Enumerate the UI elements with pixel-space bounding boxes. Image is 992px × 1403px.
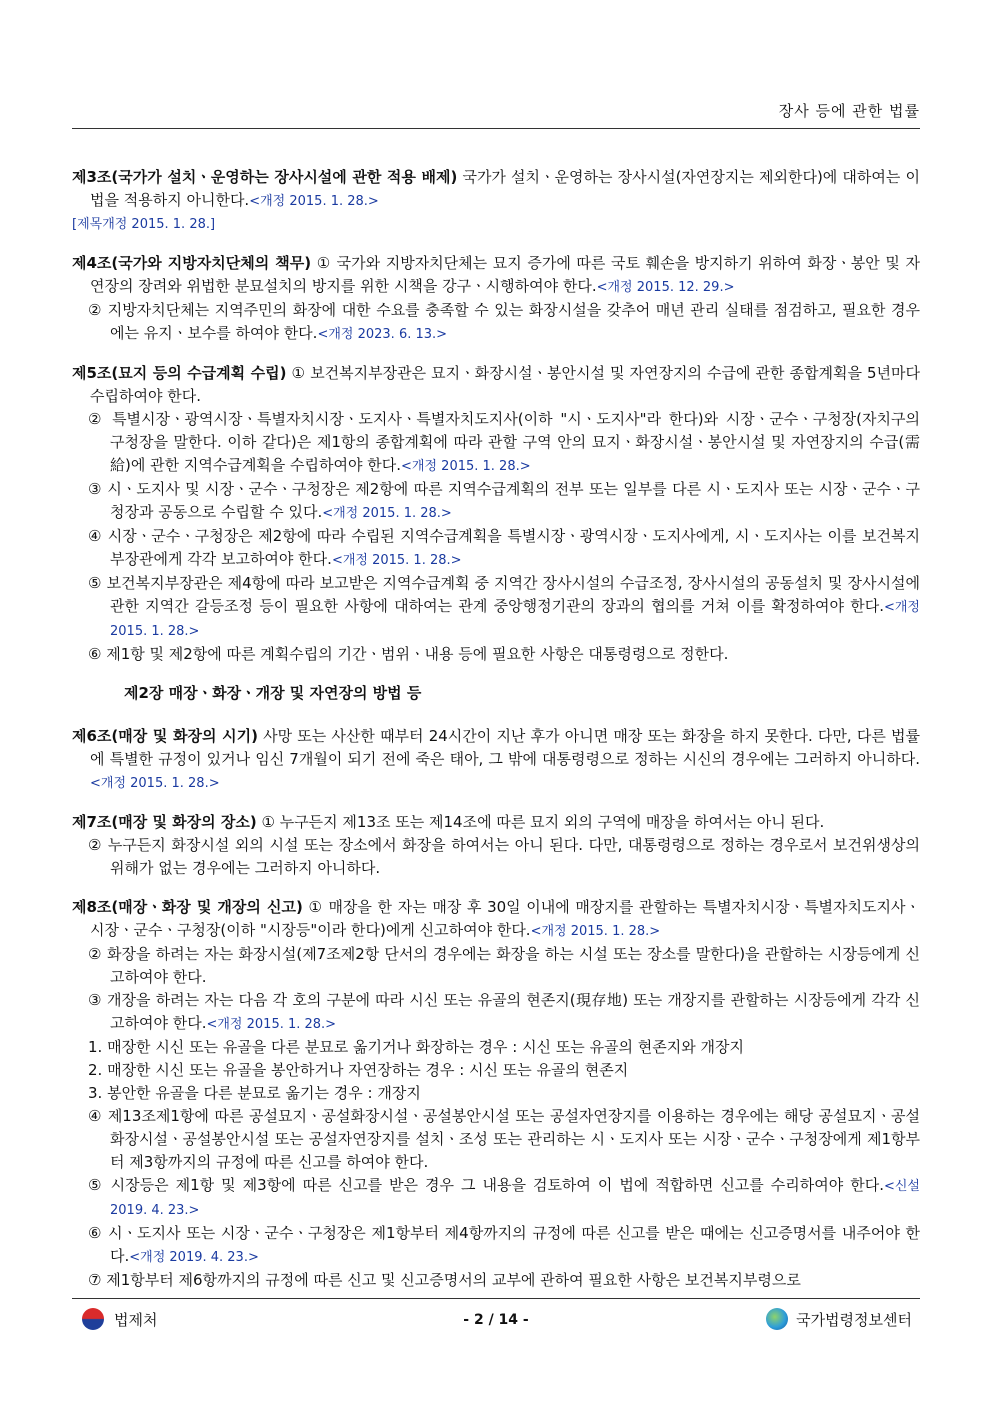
- paragraph-4: ④ 제13조제1항에 따른 공설묘지ㆍ공설화장시설ㆍ공설봉안시설 또는 공설자연장지를 이용하는 경우에는 해당 공설묘지ㆍ공설화장시설ㆍ공설봉안시설 또는 공설자연장지를 설치ㆍ조성 또는 관리하는 시ㆍ도지사 또는 시장ㆍ군수ㆍ구청장에게 제1항부터 제3항까지의 규정에 따른 신고를 하여야 한다.: [88, 1107, 920, 1171]
- article-4: [72, 252, 920, 346]
- law-center-logo-icon: [766, 1308, 788, 1330]
- article-title: 제4조(국가와 지방자치단체의 책무): [72, 254, 312, 272]
- paragraph-2: ② 화장을 하려는 자는 화장시설(제7조제2항 단서의 경우에는 화장을 하는 시설 또는 장소를 말한다)을 관할하는 시장등에게 신고하여야 한다.: [88, 945, 920, 986]
- revision-note: <개정 2015. 1. 28.>: [530, 924, 661, 939]
- document-body: [72, 166, 920, 1308]
- paragraph-5: ⑤ 보건복지부장관은 제4항에 따라 보고받은 지역수급계획 중 지역간 장사시설의 수급조정, 장사시설의 공동설치 및 장사시설에 관한 지역간 갈등조정 등이 필요한 사항에 대하여는 관계 중앙행정기관의 장과의 협의를 거쳐 이를 확정하여야 한다.: [88, 574, 920, 615]
- paragraph-7: ⑦ 제1항부터 제6항까지의 규정에 따른 신고 및 신고증명서의 교부에 관하여 필요한 사항은 보건복지부령으로: [88, 1271, 801, 1289]
- article-text: 사망 또는 사산한 때부터 24시간이 지난 후가 아니면 매장 또는 화장을 하지 못한다. 다만, 다른 법률에 특별한 규정이 있거나 임신 7개월이 되기 전에 죽은 태아, 그 밖에 대통령령으로 정하는 시신의 경우에는 그러하지 아니하다.: [90, 727, 920, 768]
- revision-note: <신설 2019. 4. 23.>: [110, 1179, 920, 1218]
- article-title: 제8조(매장ㆍ화장 및 개장의 신고): [72, 898, 303, 916]
- paragraph-2: ② 누구든지 화장시설 외의 시설 또는 장소에서 화장을 하여서는 아니 된다. 다만, 대통령령으로 정하는 경우로서 보건위생상의 위해가 없는 경우에는 그러하지 아니하다.: [88, 836, 920, 877]
- page-footer: [72, 1306, 920, 1336]
- page-number: - 2 / 14 -: [463, 1312, 529, 1328]
- list-item-3: 3. 봉안한 유골을 다른 분묘로 옮기는 경우 : 개장지: [88, 1084, 421, 1102]
- title-revision-note: [제목개정 2015. 1. 28.]: [72, 217, 216, 232]
- article-title: 제3조(국가가 설치ㆍ운영하는 장사시설에 관한 적용 배제): [72, 168, 458, 186]
- paragraph-3: ③ 개장을 하려는 자는 다음 각 호의 구분에 따라 시신 또는 유골의 현존지(現存地) 또는 개장지를 관할하는 시장등에게 각각 신고하여야 한다.: [88, 991, 920, 1032]
- document-header-title: 장사 등에 관한 법률: [778, 102, 920, 120]
- revision-note: <개정 2015. 1. 28.>: [249, 194, 379, 209]
- paragraph-6: ⑥ 제1항 및 제2항에 따른 계획수립의 기간ㆍ범위ㆍ내용 등에 필요한 사항은 대통령령으로 정한다.: [88, 645, 729, 663]
- revision-note: <개정 2015. 1. 28.>: [322, 506, 452, 521]
- list-item-1: 1. 매장한 시신 또는 유골을 다른 분묘로 옮기거나 화장하는 경우 : 시신 또는 유골의 현존지와 개장지: [88, 1038, 744, 1056]
- paragraph-6: ⑥ 시ㆍ도지사 또는 시장ㆍ군수ㆍ구청장은 제1항부터 제4항까지의 규정에 따른 신고를 받은 때에는 신고증명서를 내주어야 한다.: [88, 1224, 920, 1265]
- article-6: [72, 725, 920, 795]
- chapter-heading: 제2장 매장ㆍ화장ㆍ개장 및 자연장의 방법 등: [124, 684, 422, 702]
- revision-note: <개정 2015. 1. 28.>: [110, 600, 920, 639]
- paragraph-1: ① 국가와 지방자치단체는 묘지 증가에 따른 국토 훼손을 방지하기 위하여 화장ㆍ봉안 및 자연장의 장려와 위법한 분묘설치의 방지를 위한 시책을 강구ㆍ시행하여야 한다.: [90, 254, 920, 295]
- article-5: [72, 362, 920, 666]
- revision-note: <개정 2015. 1. 28.>: [331, 553, 462, 568]
- footer-divider: [72, 1298, 920, 1299]
- footer-right: [766, 1308, 912, 1330]
- revision-note: <개정 2015. 12. 29.>: [596, 280, 735, 295]
- list-item-2: 2. 매장한 시신 또는 유골을 봉안하거나 자연장하는 경우 : 시신 또는 유골의 현존지: [88, 1061, 629, 1079]
- article-title: 제5조(묘지 등의 수급계획 수립): [72, 364, 287, 382]
- article-3: [72, 166, 920, 236]
- revision-note: <개정 2019. 4. 23.>: [129, 1250, 259, 1265]
- article-title: 제6조(매장 및 화장의 시기): [72, 727, 258, 745]
- header-divider: [72, 128, 920, 129]
- paragraph-3: ③ 시ㆍ도지사 및 시장ㆍ군수ㆍ구청장은 제2항에 따른 지역수급계획의 전부 또는 일부를 다른 시ㆍ도지사 또는 시장ㆍ군수ㆍ구청장과 공동으로 수립할 수 있다.: [88, 480, 920, 521]
- paragraph-2: ② 특별시장ㆍ광역시장ㆍ특별자치시장ㆍ도지사ㆍ특별자치도지사(이하 "시ㆍ도지사"라 한다)와 시장ㆍ군수ㆍ구청장(자치구의 구청장을 말한다. 이하 같다)은 제1항의 종합계획에 따라 관할 구역 안의 묘지ㆍ화장시설ㆍ봉안시설 및 자연장지의 수급(需給)에 관한 지역수급계획을 수립하여야 한다.: [88, 410, 920, 474]
- revision-note: <개정 2015. 1. 28.>: [206, 1017, 337, 1032]
- paragraph-1: ① 매장을 한 자는 매장 후 30일 이내에 매장지를 관할하는 특별자치시장ㆍ특별자치도지사ㆍ시장ㆍ군수ㆍ구청장(이하 "시장등"이라 한다)에게 신고하여야 한다.: [90, 898, 920, 939]
- paragraph-2: ② 지방자치단체는 지역주민의 화장에 대한 수요를 충족할 수 있는 화장시설을 갖추어 매년 관리 실태를 점검하고, 필요한 경우에는 유지ㆍ보수를 하여야 한다.: [88, 301, 920, 342]
- paragraph-4: ④ 시장ㆍ군수ㆍ구청장은 제2항에 따라 수립된 지역수급계획을 특별시장ㆍ광역시장ㆍ도지사에게, 시ㆍ도지사는 이를 보건복지부장관에게 각각 보고하여야 한다.: [88, 527, 920, 568]
- footer-left-label: 법제처: [114, 1310, 158, 1329]
- footer-right-label: 국가법령정보센터: [796, 1310, 912, 1329]
- article-text: 국가가 설치ㆍ운영하는 장사시설(자연장지는 제외한다)에 대하여는 이 법을 적용하지 아니한다.: [90, 168, 921, 209]
- article-title: 제7조(매장 및 화장의 장소): [72, 813, 257, 831]
- revision-note: <개정 2015. 1. 28.>: [401, 459, 531, 474]
- paragraph-5: ⑤ 시장등은 제1항 및 제3항에 따른 신고를 받은 경우 그 내용을 검토하여 이 법에 적합하면 신고를 수리하여야 한다.: [88, 1176, 884, 1194]
- revision-note: <개정 2023. 6. 13.>: [317, 327, 448, 342]
- article-7: [72, 811, 920, 880]
- article-8: [72, 896, 920, 1292]
- revision-note: <개정 2015. 1. 28.>: [90, 776, 220, 791]
- paragraph-1: ① 누구든지 제13조 또는 제14조에 따른 묘지 외의 구역에 매장을 하여서는 아니 된다.: [256, 813, 825, 831]
- paragraph-1: ① 보건복지부장관은 묘지ㆍ화장시설ㆍ봉안시설 및 자연장지의 수급에 관한 종합계획을 5년마다 수립하여야 한다.: [90, 364, 920, 405]
